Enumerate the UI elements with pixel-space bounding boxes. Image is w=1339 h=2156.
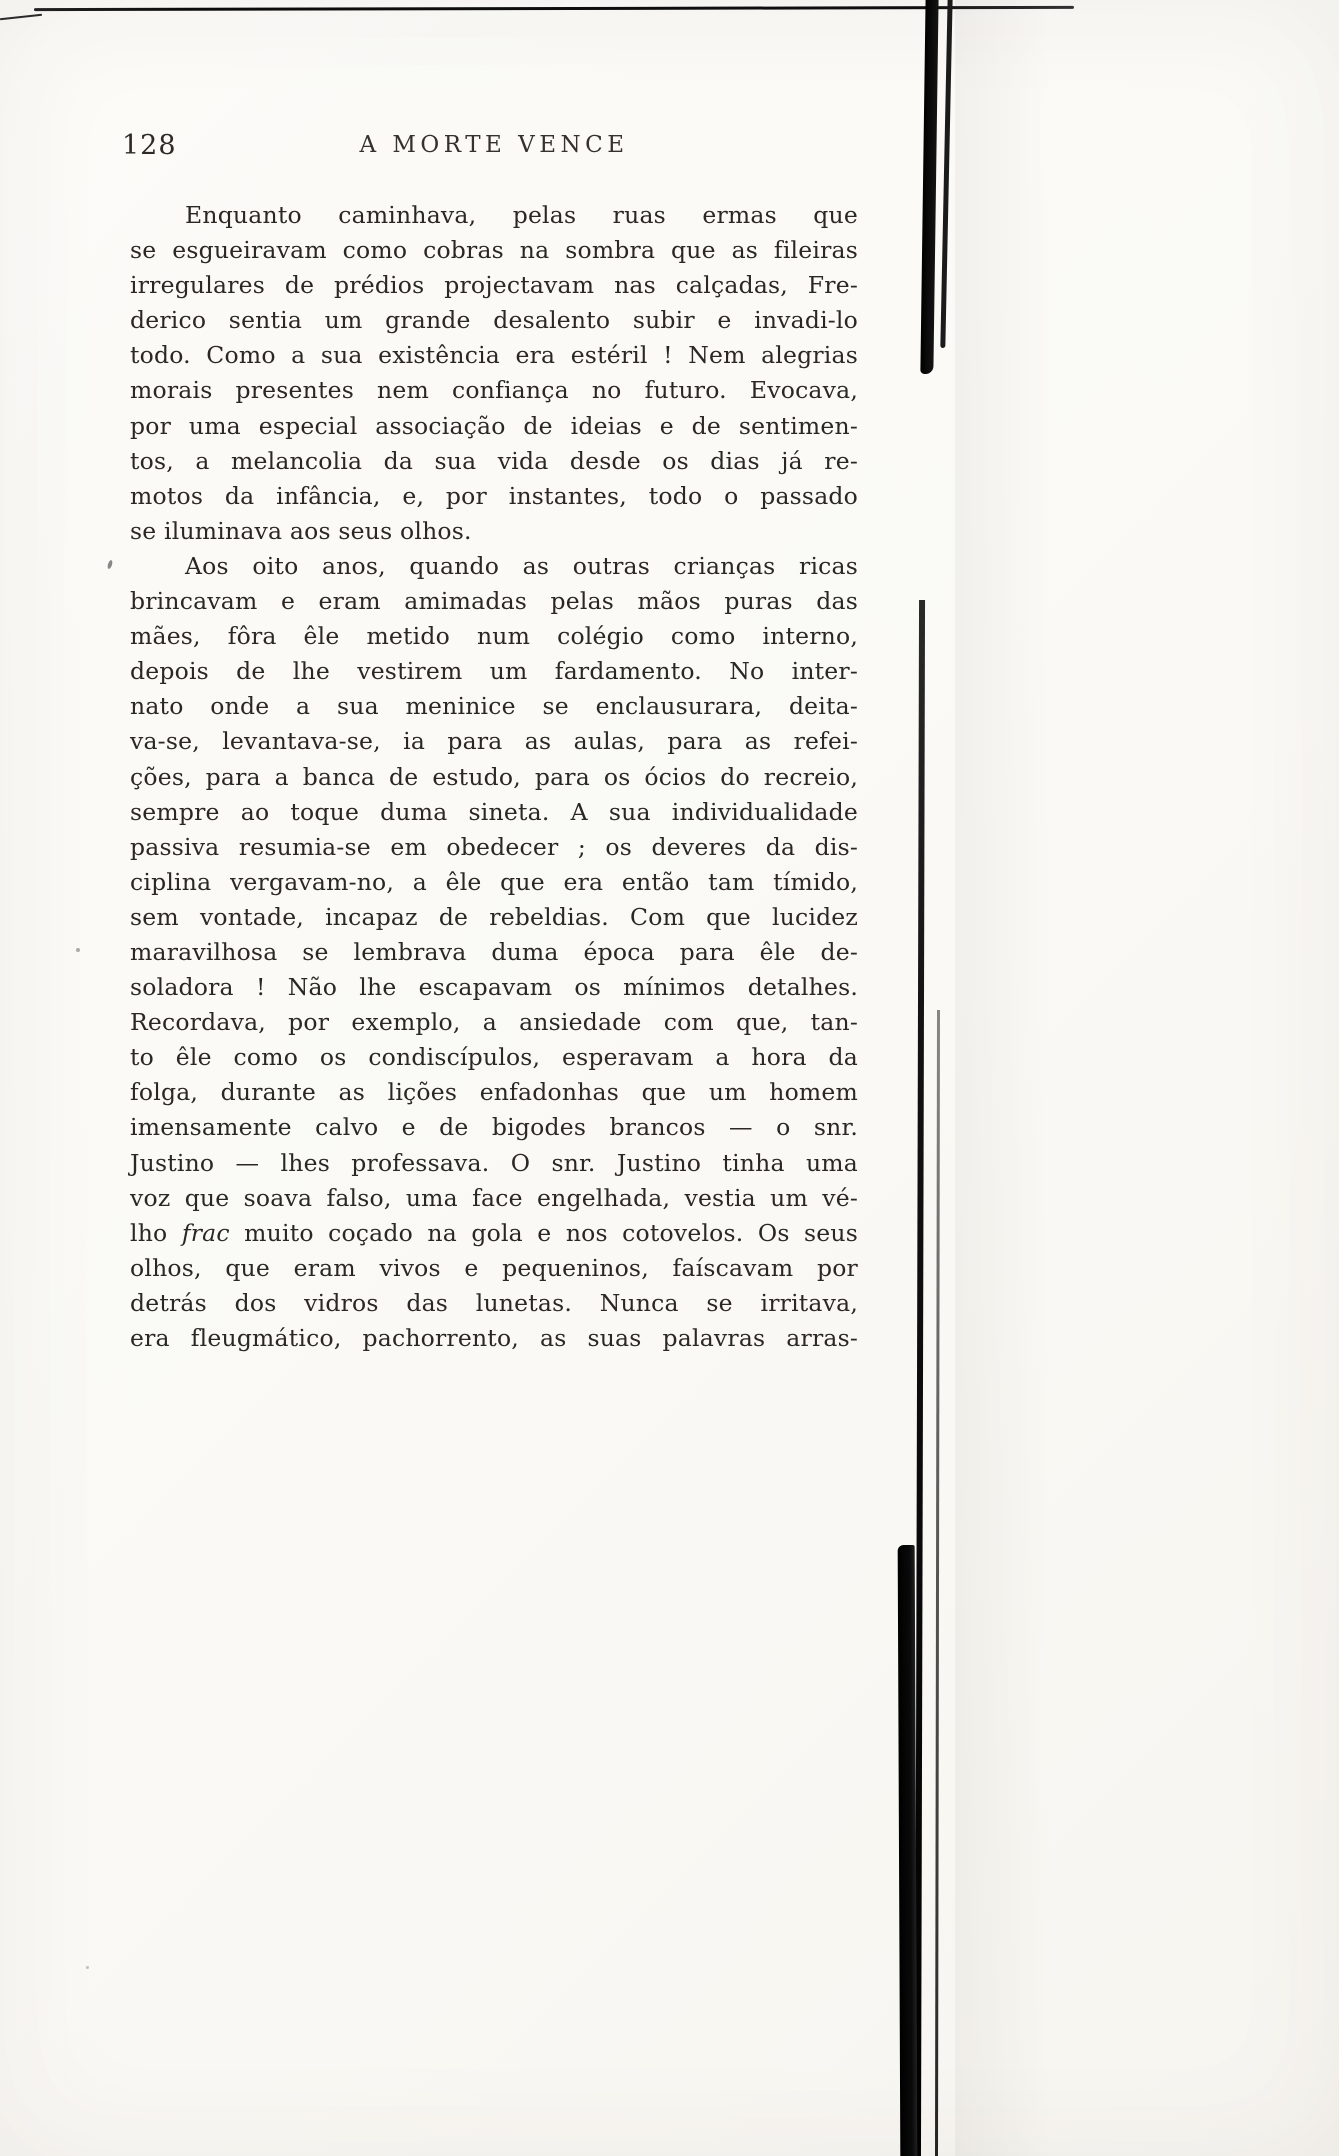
text-segment: lho xyxy=(130,1218,182,1247)
paragraph xyxy=(130,549,858,1356)
text-line: voz que soava falso, uma face engelhada, vestia um vé- xyxy=(130,1183,858,1212)
text-line: tos, a melancolia da sua vida desde os dias já re- xyxy=(130,446,858,475)
text-line: olhos, que eram vivos e pequeninos, faíscavam por xyxy=(130,1253,858,1282)
scan-artifact-top-left-tick xyxy=(0,14,42,20)
scan-artifact-right-bottom-bar xyxy=(898,1545,918,2156)
text-line xyxy=(130,1216,858,1251)
text-line: motos da infância, e, por instantes, todo o passado xyxy=(130,481,858,510)
text-line: todo. Como a sua existência era estéril ! Nem alegrias xyxy=(130,341,858,370)
paragraph xyxy=(130,198,858,549)
text-line: to êle como os condiscípulos, esperavam a hora da xyxy=(130,1043,858,1072)
italic-text-segment: frac xyxy=(181,1218,230,1247)
text-line: brincavam e eram amimadas pelas mãos puras das xyxy=(130,587,858,616)
text-line: sempre ao toque duma sineta. A sua individualidade xyxy=(130,797,858,826)
text-block xyxy=(130,198,858,1356)
text-line: mães, fôra êle metido num colégio como interno, xyxy=(130,622,858,651)
running-header-title: A MORTE VENCE xyxy=(359,132,629,158)
text-line: va-se, levantava-se, ia para as aulas, para as refei- xyxy=(130,727,858,756)
text-line: Justino — lhes professava. O snr. Justino tinha uma xyxy=(130,1148,858,1177)
text-line: imensamente calvo e de bigodes brancos — o snr. xyxy=(130,1113,858,1142)
scan-artifact-speck xyxy=(86,1966,89,1969)
text-line: maravilhosa se lembrava duma época para êle de- xyxy=(130,937,858,966)
scan-artifact-top-line xyxy=(34,6,1074,11)
text-segment: muito coçado na gola e nos cotovelos. Os seus xyxy=(229,1218,858,1247)
text-line: passiva resumia-se em obedecer ; os deveres da dis- xyxy=(130,832,858,861)
text-line: soladora ! Não lhe escapavam os mínimos detalhes. xyxy=(130,973,858,1002)
scan-artifact-page-curve-shadow xyxy=(955,0,1075,2156)
text-line: Aos oito anos, quando as outras crianças ricas xyxy=(185,551,858,580)
text-line: por uma especial associação de ideias e de sentimen- xyxy=(130,411,858,440)
text-line: irregulares de prédios projectavam nas calçadas, Fre- xyxy=(130,271,858,300)
text-line: sem vontade, incapaz de rebeldias. Com que lucidez xyxy=(130,902,858,931)
scan-artifact-right-top-bar-thin xyxy=(940,0,952,348)
text-line: detrás dos vidros das lunetas. Nunca se irritava, xyxy=(130,1288,858,1317)
scan-artifact-right-top-bar xyxy=(920,0,938,374)
page-header xyxy=(122,128,858,164)
text-line: Recordava, por exemplo, a ansiedade com que, tan- xyxy=(130,1008,858,1037)
text-line: Enquanto caminhava, pelas ruas ermas que xyxy=(185,201,858,229)
text-line: morais presentes nem confiança no futuro. Evocava, xyxy=(130,376,858,405)
text-line: folga, durante as lições enfadonhas que um homem xyxy=(130,1078,858,1107)
text-line: derico sentia um grande desalento subir e invadi-lo xyxy=(130,306,858,335)
text-line: nato onde a sua meninice se enclausurara, deita- xyxy=(130,692,858,721)
scan-artifact-right-binding-line xyxy=(915,600,925,2156)
text-line: depois de lhe vestirem um fardamento. No inter- xyxy=(130,657,858,686)
text-line: ciplina vergavam-no, a êle que era então tam tímido, xyxy=(130,867,858,896)
scan-artifact-speck xyxy=(107,560,114,570)
scan-artifact-speck xyxy=(76,948,80,952)
scan-artifact-right-binding-line-thin xyxy=(935,1010,940,2156)
page-number: 128 xyxy=(122,130,177,161)
text-line: se iluminava aos seus olhos. xyxy=(130,516,472,545)
text-line: se esgueiravam como cobras na sombra que as fileiras xyxy=(130,236,858,265)
text-line: ções, para a banca de estudo, para os ócios do recreio, xyxy=(130,762,858,791)
text-line: era fleugmático, pachorrento, as suas palavras arras- xyxy=(130,1324,858,1352)
